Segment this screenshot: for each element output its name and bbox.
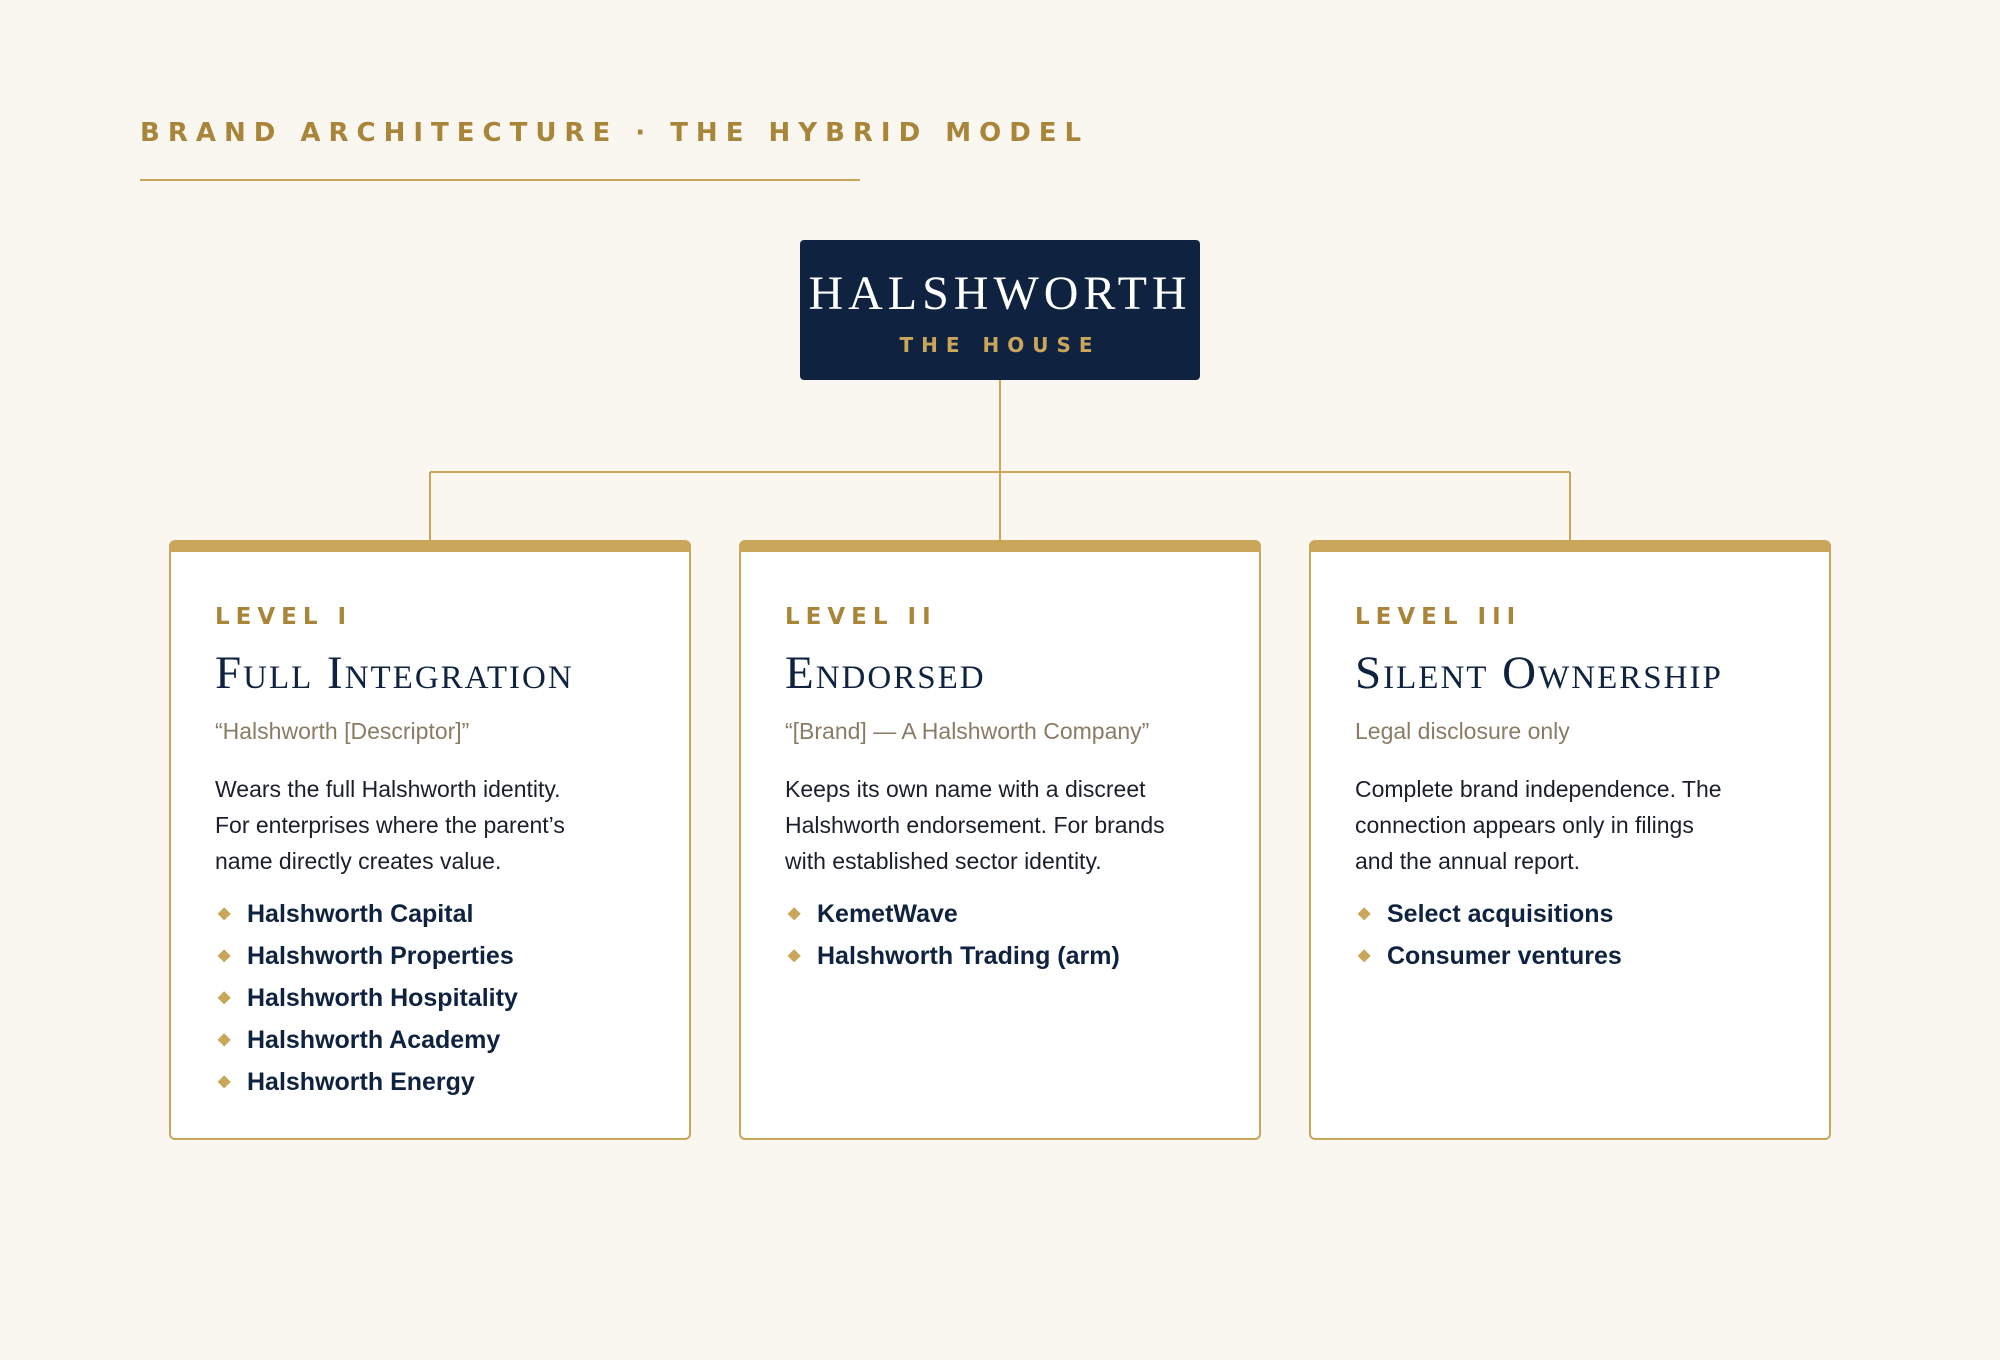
card-naming-formula: “Halshworth [Descriptor]” [215, 717, 470, 744]
brand-list [785, 893, 1229, 977]
brand-name: Halshworth Hospitality [247, 983, 518, 1012]
parent-brand-subtitle: THE HOUSE [899, 332, 1101, 357]
brand-name: Halshworth Energy [247, 1067, 475, 1096]
brand-name: Halshworth Capital [247, 899, 474, 928]
card-description: Wears the full Halshworth identity. For enterprises where the parent’s name directly creates value. [215, 775, 565, 874]
card-level-label: LEVEL I [215, 604, 353, 630]
card-title: Endorsed [785, 647, 986, 699]
brand-list [215, 893, 659, 1103]
level-card-silent-ownership [1309, 540, 1831, 1140]
diamond-bullet-icon: ◆ [788, 946, 801, 964]
brand-list-item [215, 977, 659, 1019]
brand-list-item [785, 935, 1229, 977]
parent-brand-box [800, 240, 1200, 380]
brand-list-item [1355, 935, 1799, 977]
diamond-bullet-icon: ◆ [1358, 946, 1371, 964]
brand-name: KemetWave [817, 899, 958, 928]
card-title: Silent Ownership [1355, 647, 1723, 699]
brand-name: Consumer ventures [1387, 941, 1622, 970]
card-description: Complete brand independence. The connection appears only in filings and the annual report. [1355, 775, 1722, 874]
brand-name: Halshworth Academy [247, 1025, 501, 1054]
card-description: Keeps its own name with a discreet Halshworth endorsement. For brands with established sector identity. [785, 775, 1165, 874]
page-title: BRAND ARCHITECTURE · THE HYBRID MODEL [140, 118, 1090, 148]
brand-list-item [1355, 893, 1799, 935]
card-naming-formula: Legal disclosure only [1355, 717, 1570, 744]
title-divider [140, 179, 860, 181]
diamond-bullet-icon: ◆ [218, 988, 231, 1006]
brand-list-item [215, 1061, 659, 1103]
brand-name: Select acquisitions [1387, 899, 1614, 928]
card-level-label: LEVEL III [1355, 604, 1522, 630]
diamond-bullet-icon: ◆ [218, 904, 231, 922]
diamond-bullet-icon: ◆ [1358, 904, 1371, 922]
parent-brand-name: HALSHWORTH [808, 267, 1192, 320]
card-title: Full Integration [215, 647, 574, 699]
diamond-bullet-icon: ◆ [218, 1030, 231, 1048]
diamond-bullet-icon: ◆ [218, 946, 231, 964]
brand-list-item [785, 893, 1229, 935]
brand-list-item [215, 935, 659, 977]
brand-name: Halshworth Trading (arm) [817, 941, 1120, 970]
brand-list [1355, 893, 1799, 977]
brand-name: Halshworth Properties [247, 941, 514, 970]
diamond-bullet-icon: ◆ [218, 1072, 231, 1090]
card-naming-formula: “[Brand] — A Halshworth Company” [785, 717, 1150, 744]
level-card-full-integration [169, 540, 691, 1140]
brand-list-item [215, 893, 659, 935]
level-card-endorsed [739, 540, 1261, 1140]
diamond-bullet-icon: ◆ [788, 904, 801, 922]
card-level-label: LEVEL II [785, 604, 937, 630]
brand-list-item [215, 1019, 659, 1061]
